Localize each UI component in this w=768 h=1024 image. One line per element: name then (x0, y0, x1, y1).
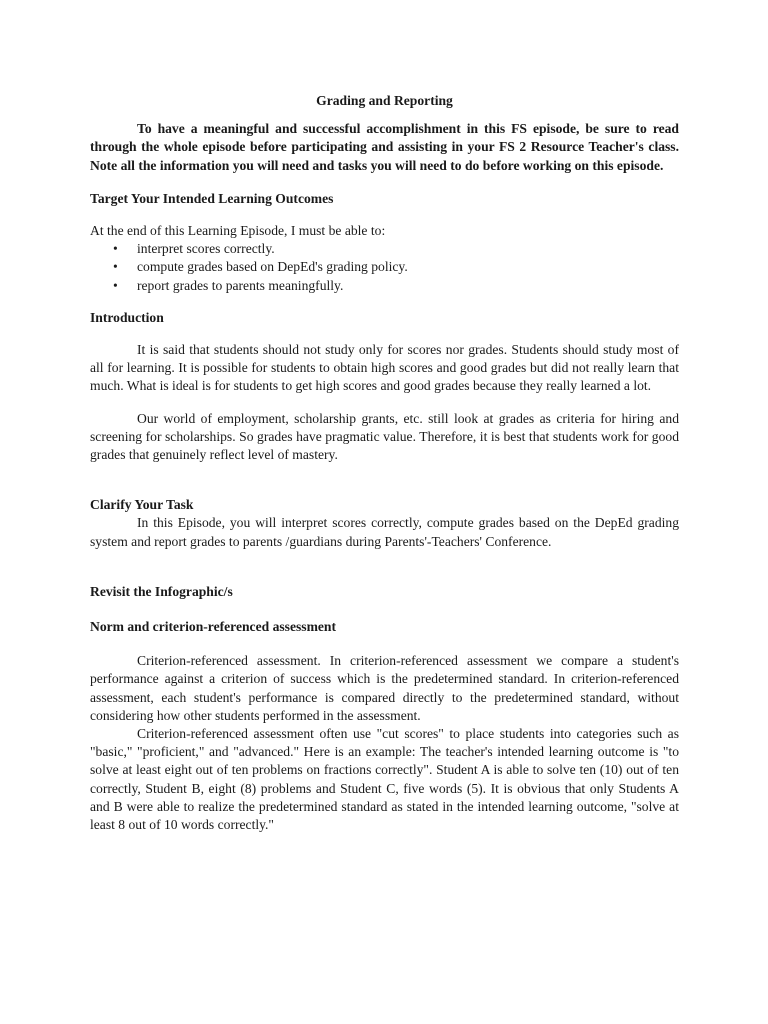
intro-instructions: To have a meaningful and successful accomplishment in this FS episode, be sure to read through the whole episode before participating and assisting in your FS 2 Resource Teacher's class. Note all the information you will need and tasks you will need to do before working on this episode. (90, 121, 679, 173)
introduction-paragraph-1: It is said that students should not study only for scores nor grades. Students should study most of all for learning. It is possible for students to obtain high scores and good grades but did not really learn that much. What is ideal is for students to get high scores and good grades because they really learned a lot. (90, 342, 679, 394)
list-item: • interpret scores correctly. (90, 240, 679, 258)
outcomes-list (90, 240, 679, 295)
outcomes-lead: At the end of this Learning Episode, I must be able to: (90, 223, 386, 239)
norm-paragraph-2: Criterion-referenced assessment often use "cut scores" to place students into categories such as "basic," "proficient," and "advanced." Here is an example: The teacher's intended learning outcome is "to solve at least eight out of ten problems on fractions correctly". Student A is able to solve ten (10) out of ten correctly, Student B, eight (8) problems and Student C, five words (5). It is obvious that only Students A and B were able to realize the predetermined standard as stated in the intended learning outcome, "solve at least 8 out of 10 words correctly." (90, 726, 679, 833)
norm-paragraph-1: Criterion-referenced assessment. In criterion-referenced assessment we compare a student's performance against a criterion of success which is the predetermined standard. In criterion-referenced assessment, each student's performance is compared directly to the predetermined standard, without considering how other students performed in the assessment. (90, 653, 679, 723)
introduction-heading: Introduction (90, 309, 164, 325)
norm-heading: Norm and criterion-referenced assessment (90, 619, 337, 635)
clarify-paragraph: In this Episode, you will interpret scores correctly, compute grades based on the DepEd grading system and report grades to parents /guardians during Parents'-Teachers' Conference. (90, 515, 679, 549)
revisit-heading: Revisit the Infographic/s (90, 583, 233, 599)
document-page (90, 92, 679, 834)
introduction-paragraph-2: Our world of employment, scholarship grants, etc. still look at grades as criteria for hiring and screening for scholarships. So grades have pragmatic value. Therefore, it is best that students work for good grades that genuinely reflect level of mastery. (90, 410, 679, 463)
clarify-heading: Clarify Your Task (90, 497, 194, 513)
list-item: • compute grades based on DepEd's grading policy. (90, 258, 679, 276)
outcomes-heading: Target Your Intended Learning Outcomes (90, 190, 334, 206)
document-title: Grading and Reporting (316, 93, 453, 108)
list-item: • report grades to parents meaningfully. (90, 277, 679, 295)
